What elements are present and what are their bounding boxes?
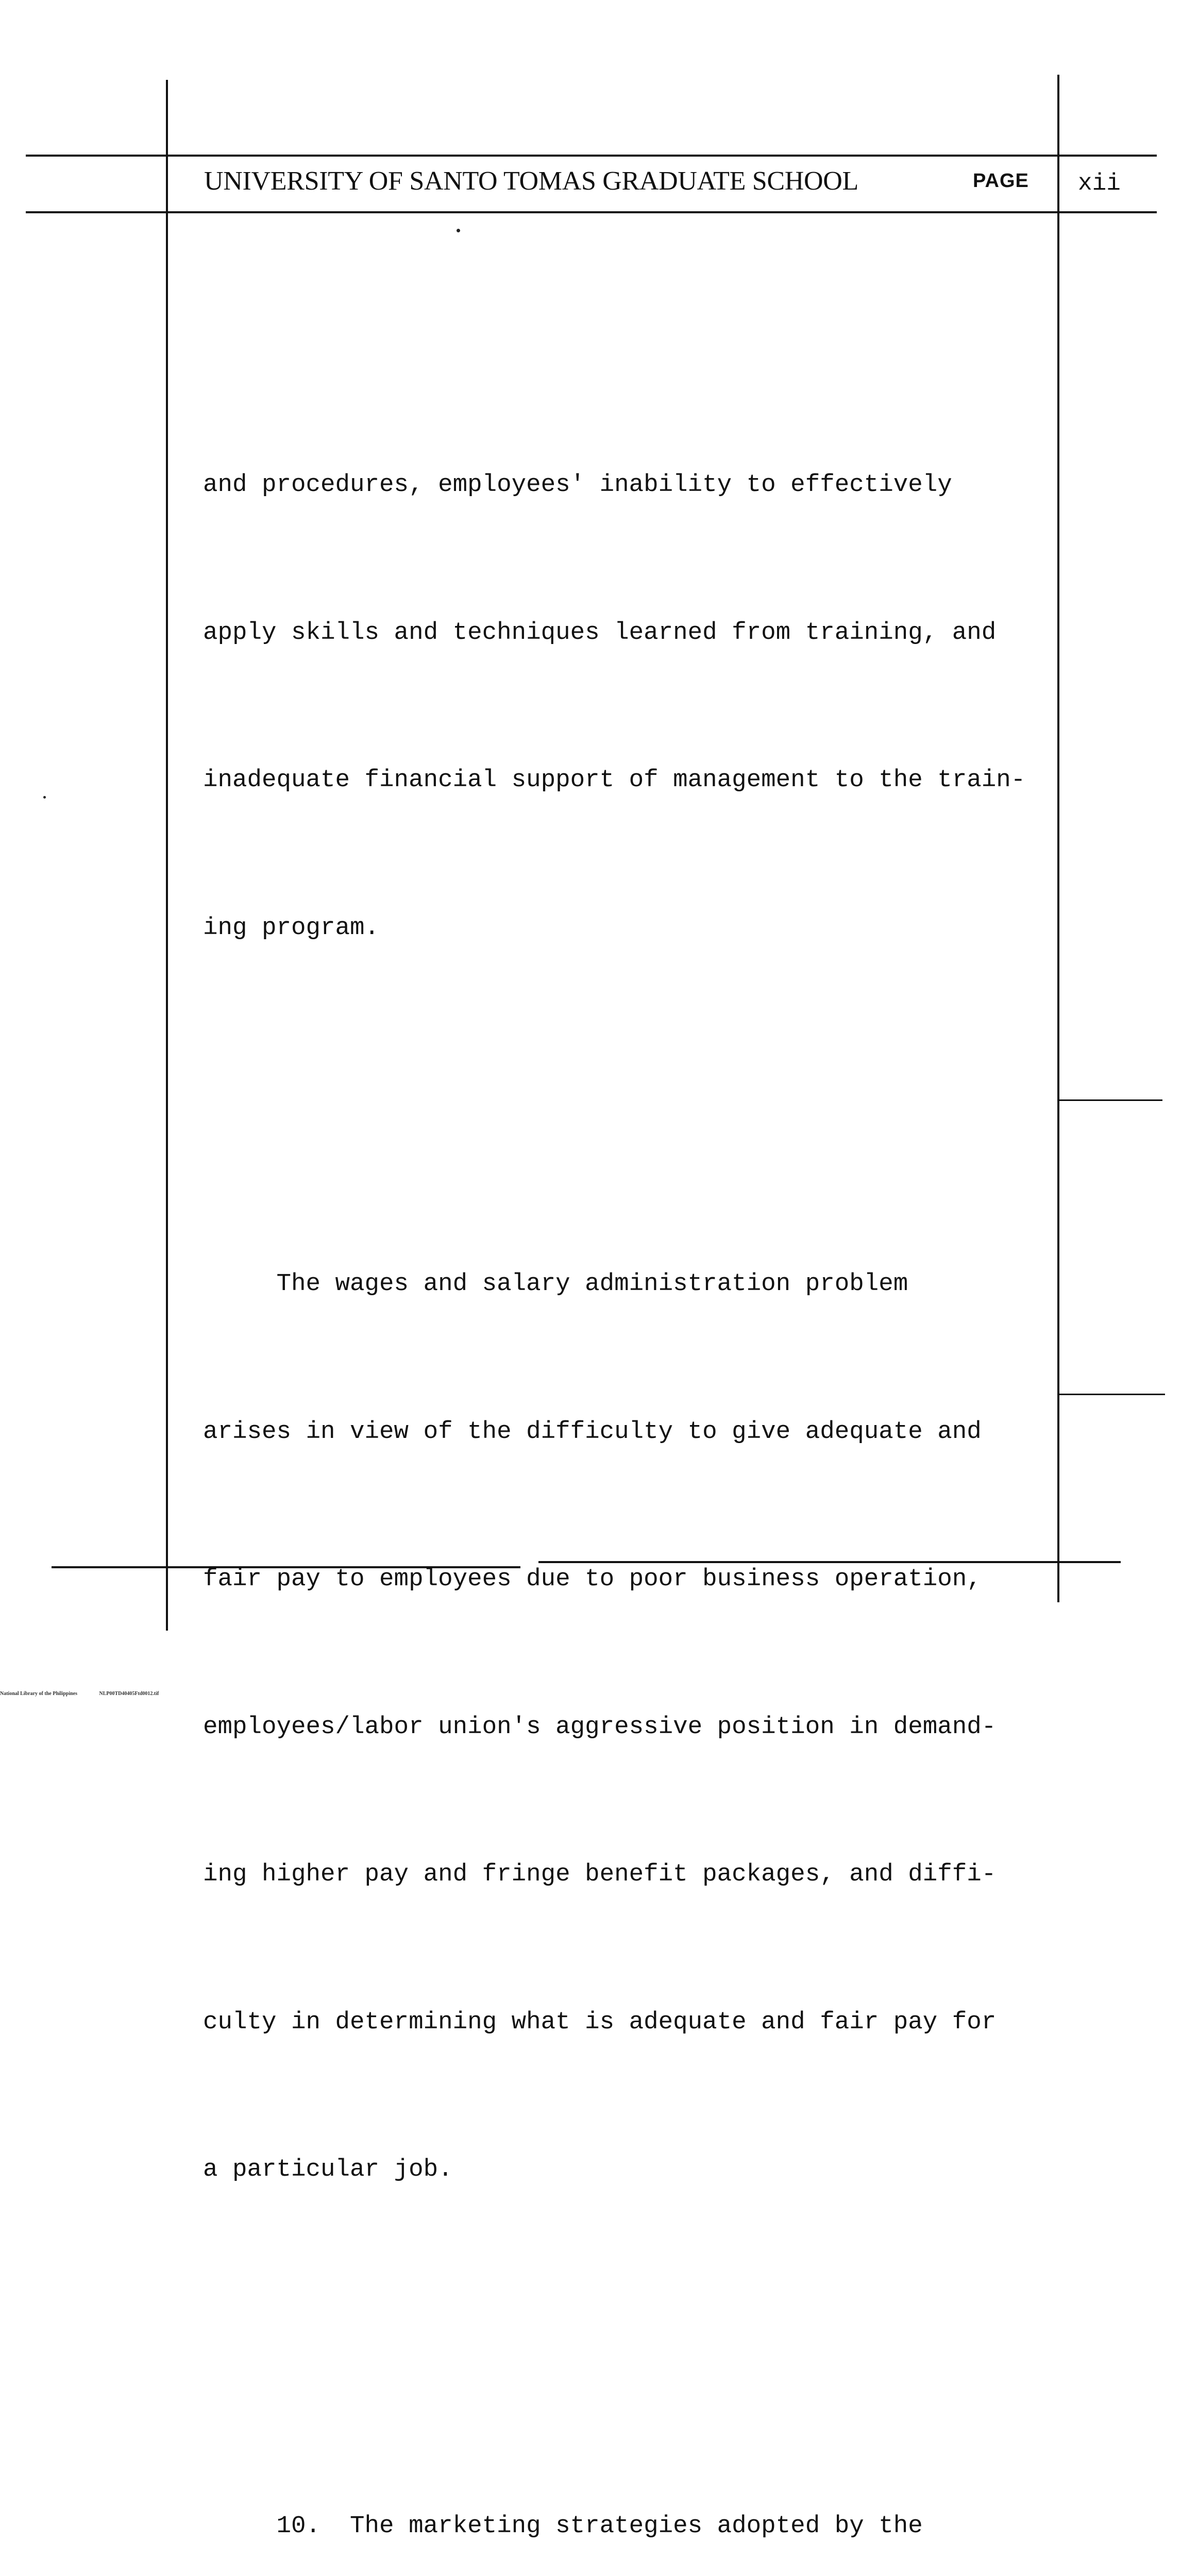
- file-id: NLP00TD40405Ftd0012.tif: [99, 1691, 159, 1697]
- text-line: The wages and salary administration problem: [203, 1260, 1058, 1309]
- paragraph-marketing-strategies: [203, 2403, 1058, 2576]
- paragraph-wages-salary: [203, 1161, 1058, 2293]
- right-tick-rule: [1059, 1099, 1162, 1101]
- header-top-rule: [26, 155, 1157, 157]
- text-line: apply skills and techniques learned from training, and: [203, 608, 1058, 658]
- page-label: PAGE: [973, 170, 1029, 192]
- body-text: [203, 264, 1058, 2576]
- text-line: ing higher pay and fringe benefit packages, and diffi-: [203, 1850, 1058, 1900]
- text-line: employees/labor union's aggressive position in demand-: [203, 1703, 1058, 1752]
- text-line: ing program.: [203, 904, 1058, 953]
- library-name: National Library of the Philippines: [0, 1691, 77, 1697]
- text-line: fair pay to employees due to poor business operation,: [203, 1555, 1058, 1604]
- page-number: xii: [1078, 170, 1121, 197]
- text-line: a particular job.: [203, 2145, 1058, 2195]
- scan-speck: [457, 229, 460, 232]
- paragraph-training-problems: [203, 362, 1058, 1051]
- right-tick-rule: [1059, 1394, 1165, 1395]
- text-line: inadequate financial support of management to the train-: [203, 756, 1058, 805]
- school-name: UNIVERSITY OF SANTO TOMAS GRADUATE SCHOOL: [204, 166, 858, 196]
- left-margin-rule: [166, 80, 168, 1631]
- text-line: 10. The marketing strategies adopted by the: [203, 2502, 1058, 2551]
- text-line: culty in determining what is adequate and fair pay for: [203, 1998, 1058, 2047]
- text-line: and procedures, employees' inability to effectively: [203, 461, 1058, 510]
- text-line: arises in view of the difficulty to give adequate and: [203, 1408, 1058, 1457]
- header-bottom-rule: [26, 211, 1157, 213]
- scan-footer: [0, 1691, 179, 1697]
- scan-speck: [43, 796, 46, 799]
